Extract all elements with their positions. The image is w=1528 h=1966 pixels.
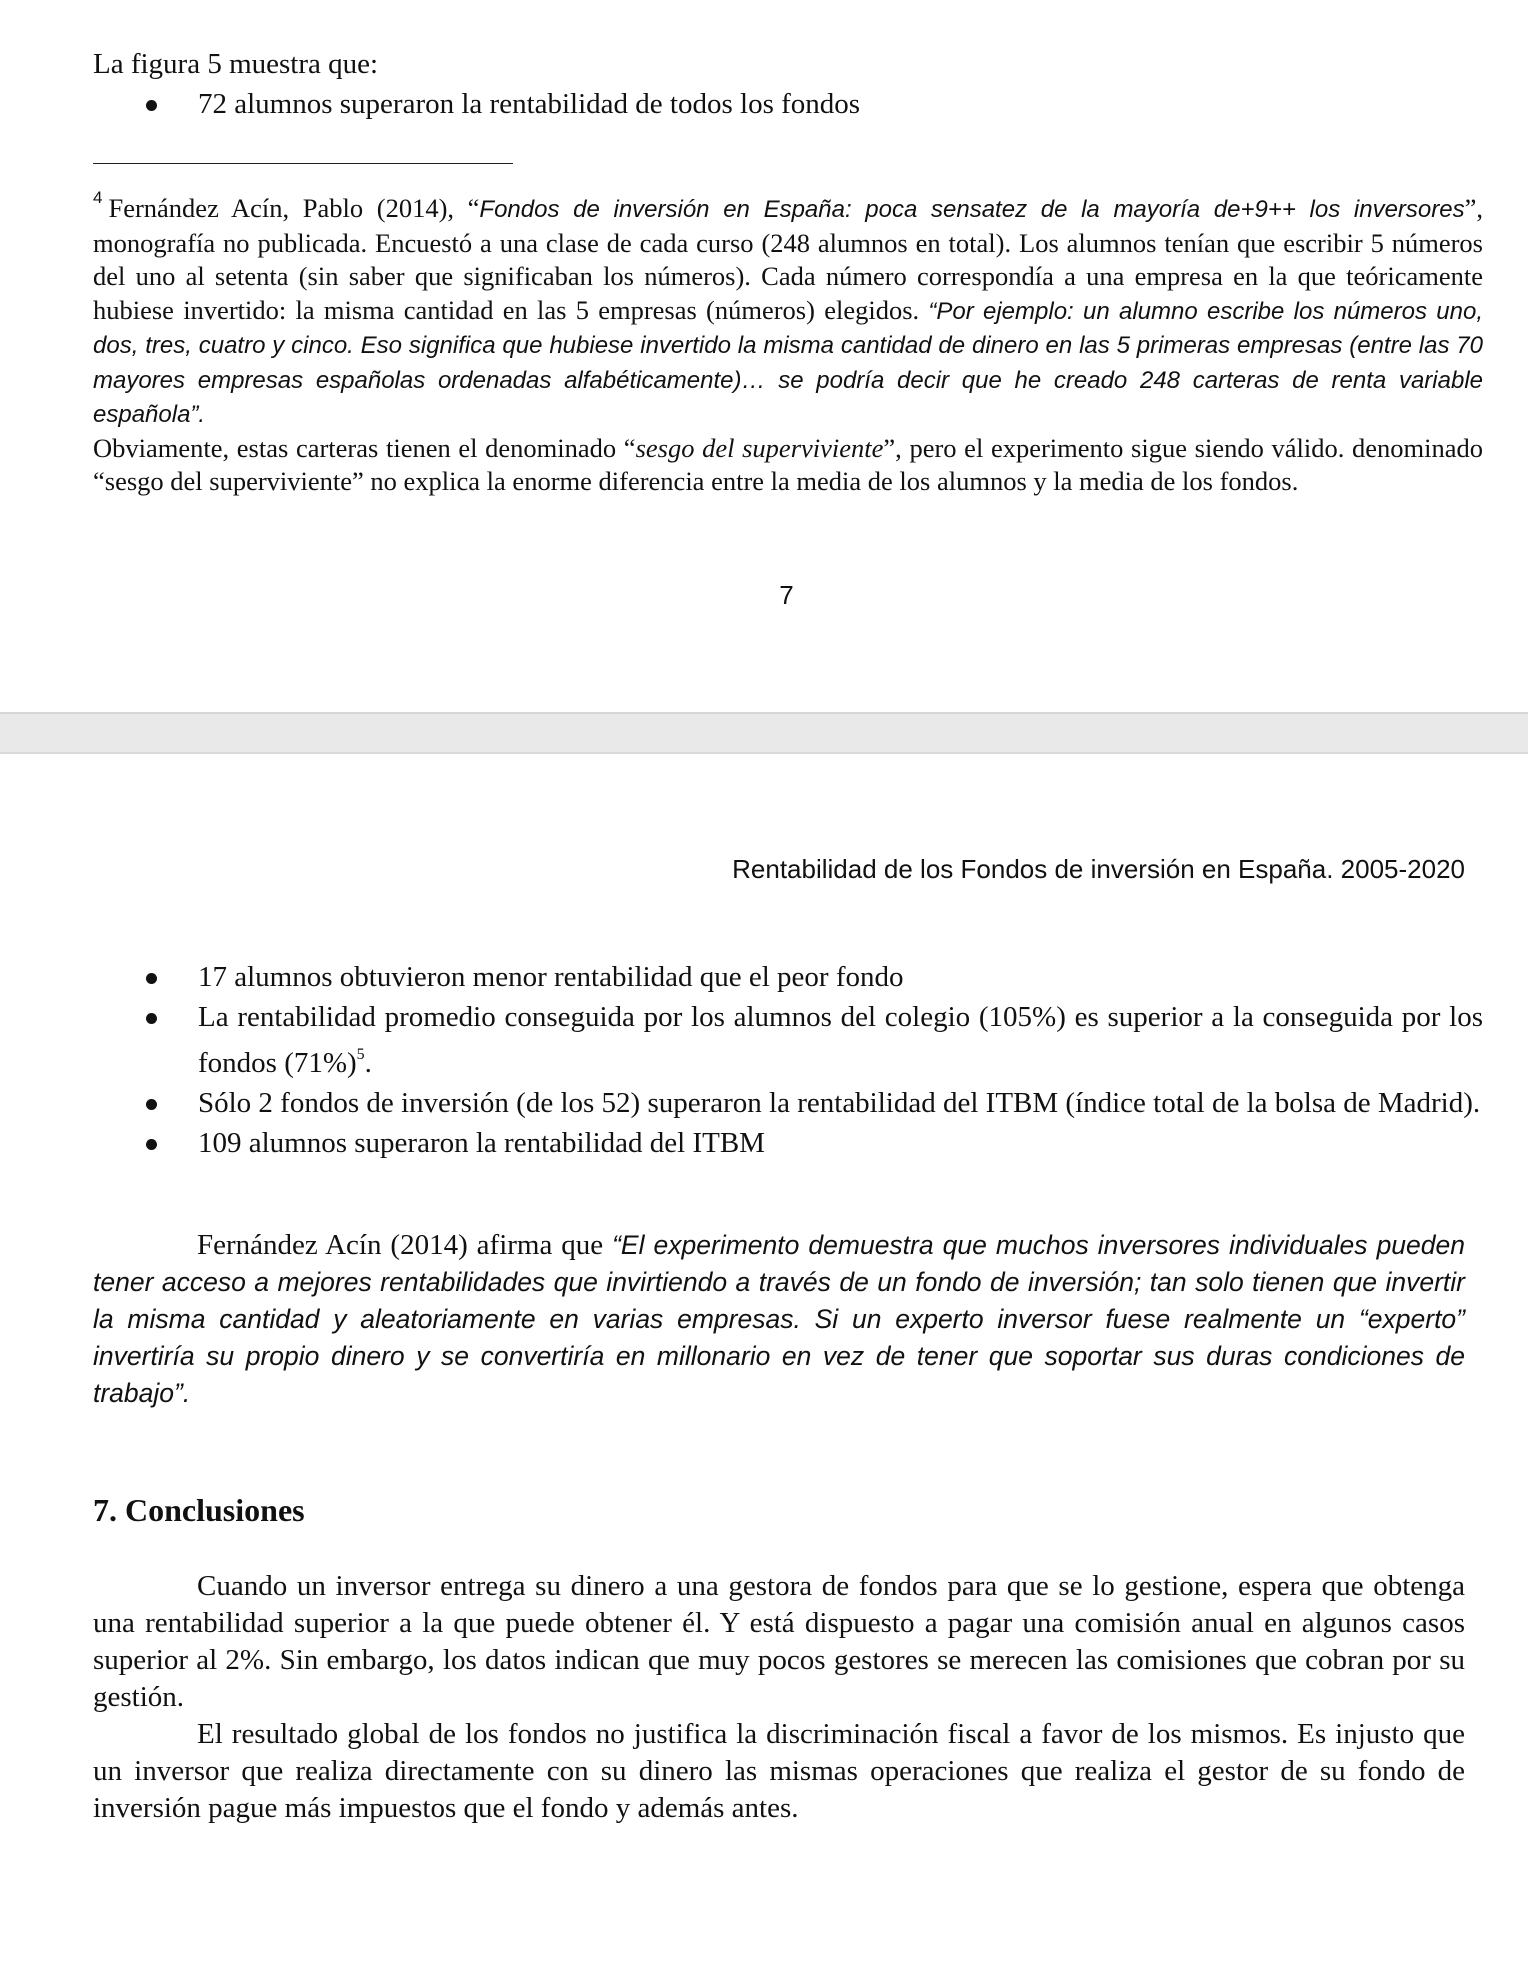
bullet-list-page7	[93, 86, 1483, 123]
footnote-quote: “Por ejemplo: un alumno escribe los números uno, dos, tres, cuatro y cinco. Eso significa que hubiese invertido la misma cantidad de dinero en las 5 primeras empresas (entre las 70 mayores empresas españolas ordenadas alfabéticamente)… se podría decir que he creado 248 carteras de renta variable española”.	[93, 297, 1483, 428]
section-title: 7. Conclusiones	[93, 1492, 305, 1528]
bullet-list-page8	[93, 959, 1483, 1165]
list-item: La rentabilidad promedio conseguida por los alumnos del colegio (105%) es superior a la conseguida por los fondos $(71\%)^5$.	[93, 999, 1483, 1082]
quote-text: “El experimento demuestra que muchos inversores individuales pueden tener acceso a mejores rentabilidades que invirtiendo a través de un fondo de inversión; tan solo tienen que invertir la misma cantidad y aleatoriamente en varias empresas. Si un experto inversor fuese realmente un “experto” invertiría su propio dinero y se convertiría en millonario en vez de tener que soportar sus duras condiciones de trabajo”.	[93, 1230, 1466, 1408]
footnote-term: sesgo del superviviente	[635, 432, 884, 463]
footnote-paragraph-2: Obviamente, estas carteras tienen el denominado “sesgo del superviviente”, pero el experimento sigue siendo válido. denominado “sesgo del superviviente” no explica la enorme diferencia entre la media de los alumnos y la media de los fondos.	[93, 432, 1483, 496]
page-7	[0, 0, 1528, 712]
footnote-number: 4	[93, 188, 103, 207]
list-item: 72 alumnos superaron la rentabilidad de todos los fondos	[93, 86, 1483, 123]
footnote-4	[93, 181, 1483, 499]
page-number: 7	[779, 580, 794, 610]
list-item: 17 alumnos obtuvieron menor rentabilidad que el peor fondo	[93, 959, 1483, 996]
running-header: Rentabilidad de los Fondos de inversión en España. 2005-2020	[732, 854, 1465, 884]
paragraph: Cuando un inversor entrega su dinero a una gestora de fondos para que se lo gestione, espera que obtenga una rentabilidad superior a la que puede obtener él. Y está dispuesto a pagar una comisión anual en algunos casos superior al 2%. Sin embargo, los datos indican que muy pocos gestores se merecen las comisiones que cobran por su gestión.	[93, 1570, 1465, 1713]
paragraph: El resultado global de los fondos no justifica la discriminación fiscal a favor de los mismos. Es injusto que un inversor que realiza directamente con su dinero las mismas operaciones que realiza el gestor de su fondo de inversión pague más impuestos que el fondo y además antes.	[93, 1718, 1465, 1824]
page-8	[0, 754, 1528, 1966]
bullet-icon	[146, 973, 157, 984]
intro-line: La figura 5 muestra que:	[93, 48, 379, 80]
footnote-ref: 5	[356, 1046, 365, 1063]
quote-paragraph: Fernández Acín (2014) afirma que “El experimento demuestra que muchos inversores individuales pueden tener acceso a mejores rentabilidades que invirtiendo a través de un fondo de inversión; tan solo tienen que invertir la misma cantidad y aleatoriamente en varias empresas. Si un experto inversor fuese realmente un “experto” invertiría su propio dinero y se convertiría en millonario en vez de tener que soportar sus duras condiciones de trabajo”.	[93, 1229, 1466, 1408]
footnote-paragraph: $^4$ Fernández Acín, Pablo (2014), “Fondos de inversión en España: poca sensatez de la mayoría de+9++ los inversores”, monografía no publicada. Encuestó a una clase de cada curso (248 alumnos en total). Los alumnos tenían que escribir 5 números del uno al setenta (sin saber que significaban los números). Cada número correspondía a una empresa en la que teóricamente hubiese invertido: la misma cantidad en las 5 empresas (números) elegidos. “Por ejemplo: un alumno escribe los números uno, dos, tres, cuatro y cinco. Eso significa que hubiese invertido la misma cantidad de dinero en las 5 primeras empresas (entre las 70 mayores empresas españolas ordenadas alfabéticamente)… se podría decir que he creado 248 carteras de renta variable española”.	[93, 188, 1484, 428]
bullet-icon	[146, 1099, 157, 1110]
footnote-title: Fondos de inversión en España: poca sensatez de la mayoría de+9++ los inversores	[479, 196, 1465, 223]
conclusions-body	[93, 1568, 1465, 1827]
list-item: 109 alumnos superaron la rentabilidad del ITBM	[93, 1125, 1483, 1162]
bullet-icon	[146, 1139, 157, 1150]
list-item: Sólo 2 fondos de inversión (de los 52) superaron la rentabilidad del ITBM (índice total de la bolsa de Madrid).	[93, 1085, 1483, 1122]
bullet-icon	[146, 1013, 157, 1024]
page-separator	[0, 712, 1528, 754]
footnote-separator	[93, 163, 513, 164]
bullet-icon	[146, 100, 157, 111]
